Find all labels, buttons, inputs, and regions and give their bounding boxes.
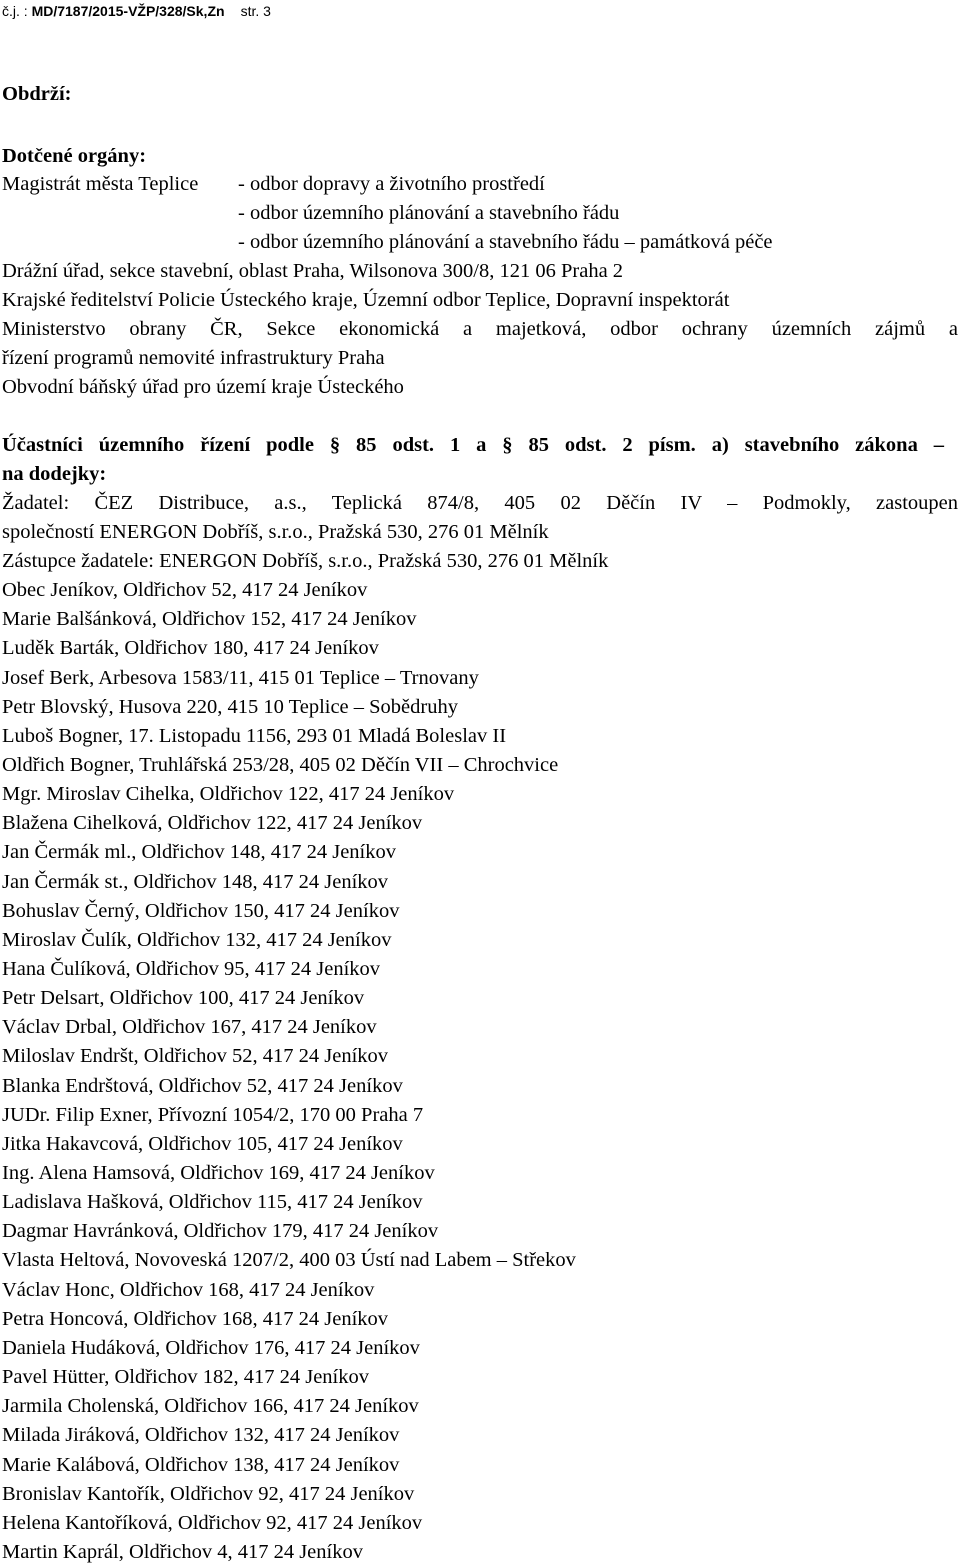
affected-body: řízení programů nemovité infrastruktury Praha	[2, 347, 385, 369]
participant-entry: Dagmar Havránková, Oldřichov 179, 417 24 Jeníkov	[2, 1220, 439, 1243]
applicant: Žadatel: ČEZ Distribuce, a.s., Teplická 874/8, 405 02 Děčín IV – Podmokly, zastoupen	[2, 492, 958, 514]
magistrate-department: - odbor dopravy a životního prostředí	[238, 173, 545, 195]
participant-entry: Blažena Cihelková, Oldřichov 122, 417 24 Jeníkov	[2, 812, 423, 835]
participant-entry: Vlasta Heltová, Novoveská 1207/2, 400 03 Ústí nad Labem – Střekov	[2, 1249, 576, 1272]
magistrate-department: - odbor územního plánování a stavebního řádu	[238, 202, 620, 224]
participant-entry: Milada Jiráková, Oldřichov 132, 417 24 Jeníkov	[2, 1424, 400, 1447]
participant-entry: Ladislava Hašková, Oldřichov 115, 417 24 Jeníkov	[2, 1191, 423, 1214]
participant-entry: Miroslav Čulík, Oldřichov 132, 417 24 Jeníkov	[2, 928, 392, 951]
participant-entry: Obec Jeníkov, Oldřichov 52, 417 24 Jeníkov	[2, 579, 368, 601]
page-number: str. 3	[240, 3, 271, 19]
affected-body: Obvodní báňský úřad pro území kraje Ústeckého	[2, 376, 404, 398]
participant-entry: Petr Blovský, Husova 220, 415 10 Teplice – Sobědruhy	[2, 695, 458, 718]
participant-entry: Jarmila Cholenská, Oldřichov 166, 417 24 Jeníkov	[2, 1395, 419, 1418]
participant-entry: Blanka Endrštová, Oldřichov 52, 417 24 Jeníkov	[2, 1074, 403, 1097]
reference-prefix: č.j. :	[2, 3, 32, 19]
affected-body: Ministerstvo obrany ČR, Sekce ekonomická a majetková, odbor ochrany územních zájmů a	[2, 318, 958, 340]
participant-entry: Petr Delsart, Oldřichov 100, 417 24 Jeníkov	[2, 987, 365, 1010]
affected-body: Krajské ředitelství Policie Ústeckého kraje, Územní odbor Teplice, Dopravní inspektorát	[2, 289, 730, 311]
receives-heading: Obdrží:	[2, 83, 72, 105]
participant-entry: JUDr. Filip Exner, Přívozní 1054/2, 170 00 Praha 7	[2, 1103, 424, 1126]
participant-entry: Petra Honcová, Oldřichov 168, 417 24 Jeníkov	[2, 1307, 389, 1330]
participant-entry: Hana Čulíková, Oldřichov 95, 417 24 Jeníkov	[2, 958, 381, 980]
reference-number: MD/7187/2015-VŽP/328/Sk,Zn	[31, 3, 225, 19]
participant-entry: Daniela Hudáková, Oldřichov 176, 417 24 Jeníkov	[2, 1336, 420, 1359]
participant-entry: Marie Balšánková, Oldřichov 152, 417 24 Jeníkov	[2, 608, 417, 631]
page-header	[2, 2, 271, 20]
participant-entry: Luboš Bogner, 17. Listopadu 1156, 293 01 Mladá Boleslav II	[2, 724, 507, 747]
participant-entry: Mgr. Miroslav Cihelka, Oldřichov 122, 417 24 Jeníkov	[2, 783, 455, 805]
participant-entry: Pavel Hütter, Oldřichov 182, 417 24 Jeníkov	[2, 1366, 369, 1388]
magistrate-department: - odbor územního plánování a stavebního řádu – památková péče	[238, 231, 773, 253]
participant-entry: Helena Kantoříková, Oldřichov 92, 417 24 Jeníkov	[2, 1511, 423, 1534]
participant-entry: Miloslav Endršt, Oldřichov 52, 417 24 Jeníkov	[2, 1045, 389, 1068]
participant-entry: Václav Drbal, Oldřichov 167, 417 24 Jeníkov	[2, 1016, 377, 1039]
applicant-representative: Zástupce žadatele: ENERGON Dobříš, s.r.o., Pražská 530, 276 01 Mělník	[2, 550, 609, 572]
participant-entry: Josef Berk, Arbesova 1583/11, 415 01 Teplice – Trnovany	[2, 666, 479, 689]
participant-entry: Oldřich Bogner, Truhlářská 253/28, 405 02 Děčín VII – Chrochvice	[2, 753, 559, 776]
participant-entry: Martin Kaprál, Oldřichov 4, 417 24 Jeníkov	[2, 1540, 363, 1563]
participants-heading-cont: na dodejky:	[2, 463, 107, 485]
participant-entry: Bronislav Kantořík, Oldřichov 92, 417 24 Jeníkov	[2, 1482, 415, 1505]
affected-body: Drážní úřad, sekce stavební, oblast Praha, Wilsonova 300/8, 121 06 Praha 2	[2, 260, 624, 282]
participant-entry: Ing. Alena Hamsová, Oldřichov 169, 417 24 Jeníkov	[2, 1162, 435, 1184]
participants-heading: Účastníci územního řízení podle § 85 odst. 1 a § 85 odst. 2 písm. a) stavebního zákona –	[2, 434, 944, 456]
applicant-cont: společností ENERGON Dobříš, s.r.o., Pražská 530, 276 01 Mělník	[2, 521, 549, 543]
affected-bodies-heading: Dotčené orgány:	[2, 145, 147, 167]
participant-entry: Luděk Barták, Oldřichov 180, 417 24 Jeníkov	[2, 637, 379, 660]
participant-entry: Jan Čermák st., Oldřichov 148, 417 24 Jeníkov	[2, 870, 389, 893]
participant-entry: Marie Kalábová, Oldřichov 138, 417 24 Jeníkov	[2, 1453, 400, 1476]
participant-entry: Bohuslav Černý, Oldřichov 150, 417 24 Jeníkov	[2, 899, 400, 922]
magistrate-name: Magistrát města Teplice	[2, 173, 199, 195]
participant-entry: Václav Honc, Oldřichov 168, 417 24 Jeníkov	[2, 1278, 375, 1301]
participant-entry: Jitka Hakavcová, Oldřichov 105, 417 24 Jeníkov	[2, 1132, 403, 1155]
participant-entry: Jan Čermák ml., Oldřichov 148, 417 24 Jeníkov	[2, 841, 397, 864]
